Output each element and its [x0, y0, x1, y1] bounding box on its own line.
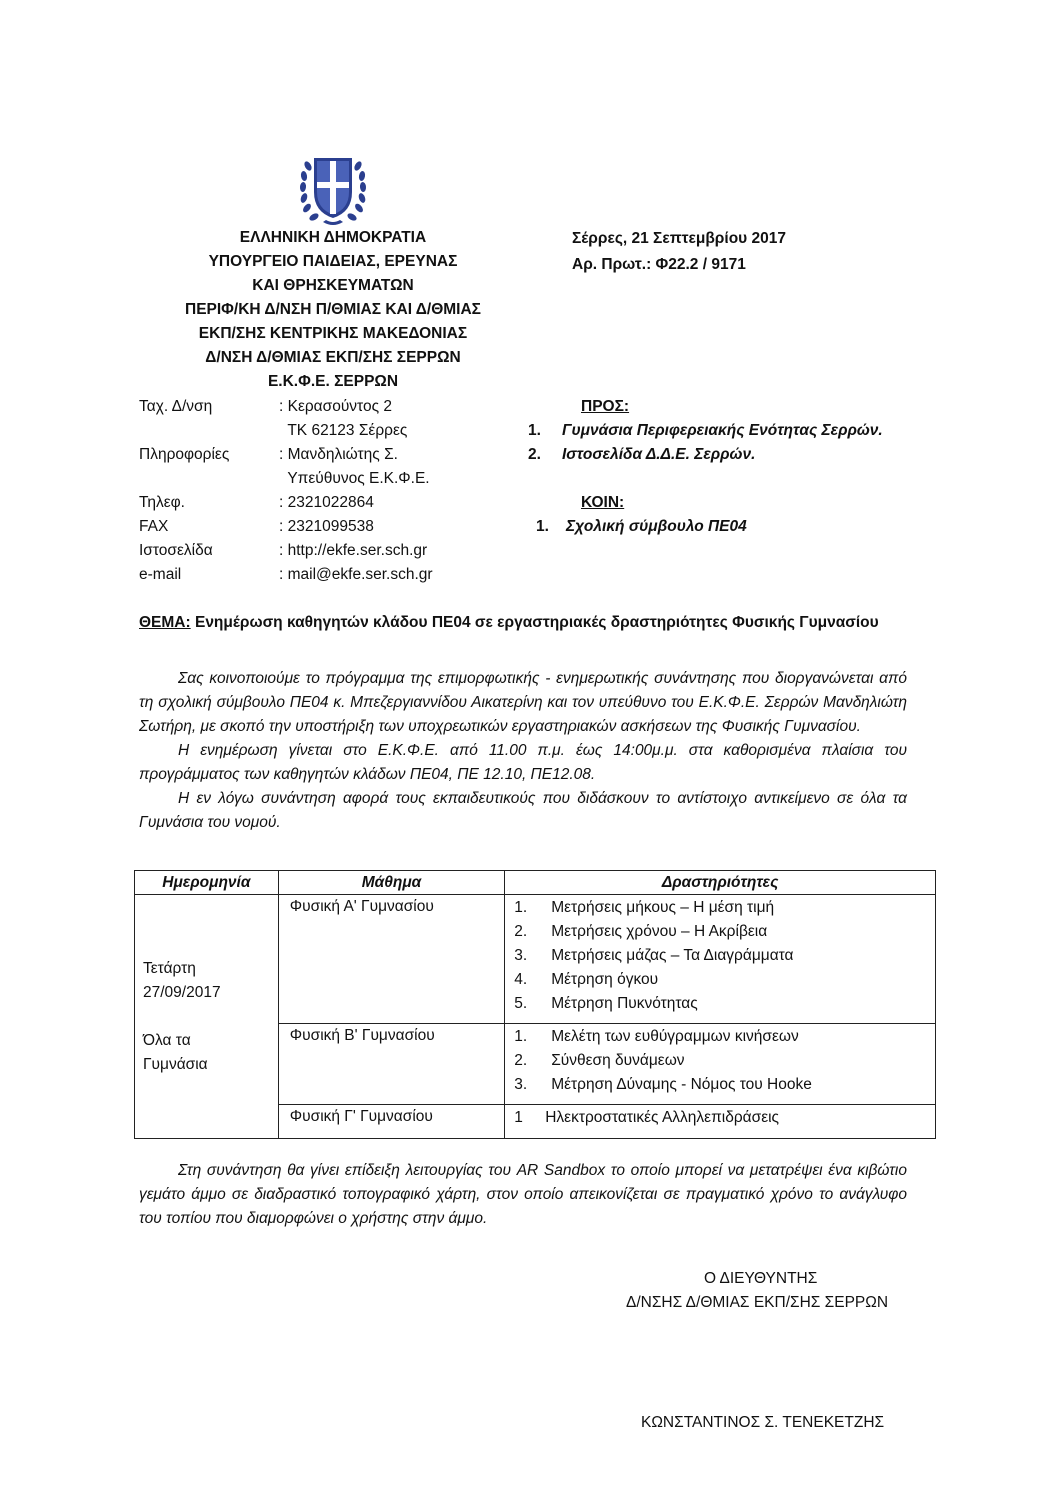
- contact-value: ΤΚ 62123 Σέρρες: [279, 422, 408, 439]
- contact-label: Πληροφορίες: [139, 446, 230, 463]
- cc-heading: ΚΟΙΝ:: [581, 494, 625, 511]
- activity-item: 3. Μετρήσεις μάζας – Τα Διαγράμματα: [514, 947, 794, 964]
- org-line: ΥΠΟΥΡΓΕΙΟ ΠΑΙΔΕΙΑΣ, ΕΡΕΥΝΑΣ: [208, 253, 458, 270]
- table-row: [135, 895, 936, 1024]
- subject-label: ΘΕΜΑ:: [139, 614, 191, 631]
- contact-label: e-mail: [139, 566, 182, 583]
- column-header-date: Ημερομηνία: [135, 871, 279, 895]
- recipient-text: Γυμνάσια Περιφερειακής Ενότητας Σερρών.: [562, 422, 883, 439]
- activity-item: 4. Μέτρηση όγκου: [514, 971, 659, 988]
- contact-label: FAX: [139, 518, 169, 535]
- intro-text: [139, 667, 907, 835]
- activity-item: 5. Μέτρηση Πυκνότητας: [514, 995, 698, 1012]
- day-line: Όλα τα: [143, 1031, 191, 1049]
- contact-value: : 2321022864: [279, 494, 374, 511]
- signatory-name: ΚΩΝΣΤΑΝΤΙΝΟΣ Σ. ΤΕΝΕΚΕΤΖΗΣ: [641, 1414, 885, 1431]
- org-line: ΕΚΠ/ΣΗΣ ΚΕΝΤΡΙΚΗΣ ΜΑΚΕΔΟΝΙΑΣ: [198, 325, 468, 342]
- contact-value: Υπεύθυνος Ε.Κ.Φ.Ε.: [279, 470, 430, 487]
- recipient-number: 2.: [528, 446, 541, 463]
- date-and-protocol: [572, 226, 786, 278]
- greek-coat-of-arms-icon: [298, 146, 368, 228]
- activities-cell: [505, 1105, 936, 1139]
- org-line: Δ/ΝΣΗ Δ/ΘΜΙΑΣ ΕΚΠ/ΣΗΣ ΣΕΡΡΩΝ: [205, 349, 461, 366]
- contact-label: Τηλεφ.: [139, 494, 185, 511]
- org-line: ΚΑΙ ΘΡΗΣΚΕΥΜΑΤΩΝ: [252, 277, 414, 294]
- signatory-office: Δ/ΝΣΗΣ Δ/ΘΜΙΑΣ ΕΚΠ/ΣΗΣ ΣΕΡΡΩΝ: [626, 1294, 889, 1311]
- date-cell: [135, 895, 279, 1139]
- day-line: Γυμνάσια: [143, 1055, 208, 1073]
- course-cell: Φυσική Γ' Γυμνασίου: [278, 1105, 504, 1139]
- signatory-title: Ο ΔΙΕΥΘΥΝΤΗΣ: [704, 1270, 818, 1287]
- protocol-number: Αρ. Πρωτ.: Φ22.2 / 9171: [572, 256, 746, 273]
- contact-value: : Μανδηλιώτης Σ.: [279, 446, 398, 463]
- activities-cell: [505, 895, 936, 1024]
- cc-text: Σχολική σύμβουλο ΠΕ04: [566, 518, 747, 535]
- recipient-number: 1.: [528, 422, 541, 439]
- issuing-authority: [130, 226, 536, 394]
- activity-item: 1 Ηλεκτροστατικές Αλληλεπιδράσεις: [514, 1109, 780, 1126]
- org-line: ΠΕΡΙΦ/ΚΗ Δ/ΝΣΗ Π/ΘΜΙΑΣ ΚΑΙ Δ/ΘΜΙΑΣ: [185, 301, 481, 318]
- contact-label: Ιστοσελίδα: [139, 542, 213, 559]
- cc-number: 1.: [536, 518, 549, 535]
- paragraph: Στη συνάντηση θα γίνει επίδειξη λειτουργίας του AR Sandbox το οποίο μπορεί να μετατρέψει ένα κιβώτιο γεμάτο άμμο σε διαδραστικό τοπογραφικό χάρτη, στον οποίο απεικονίζεται σε πραγματικό χρόνο το ανάγλυφο του τοπίου που διαμορφώνει ο χρήστης στην άμμο.: [139, 1162, 907, 1227]
- column-header-activities: Δραστηριότητες: [505, 871, 936, 895]
- website-link[interactable]: : http://ekfe.ser.sch.gr: [279, 542, 428, 559]
- org-line: Ε.Κ.Φ.Ε. ΣΕΡΡΩΝ: [267, 373, 399, 390]
- schedule-table: [134, 870, 936, 1139]
- recipient-text: Ιστοσελίδα Δ.Δ.Ε. Σερρών.: [562, 446, 756, 463]
- activity-item: 2. Μετρήσεις χρόνου – Η Ακρίβεια: [514, 923, 768, 940]
- column-header-course: Μάθημα: [278, 871, 504, 895]
- subject-text: Ενημέρωση καθηγητών κλάδου ΠΕ04 σε εργαστηριακές δραστηριότητες Φυσικής Γυμνασίου: [190, 614, 879, 631]
- contact-value: : 2321099538: [279, 518, 374, 535]
- day-line: [143, 1005, 278, 1029]
- day-line: Τετάρτη: [143, 959, 196, 977]
- email-link[interactable]: : mail@ekfe.ser.sch.gr: [279, 566, 433, 583]
- to-heading: ΠΡΟΣ:: [581, 398, 630, 415]
- day-line: 27/09/2017: [143, 983, 221, 1001]
- subject-line: [139, 611, 907, 635]
- course-cell: Φυσική Α' Γυμνασίου: [278, 895, 504, 1024]
- table-header-row: [135, 871, 936, 895]
- contact-label: Ταχ. Δ/νση: [139, 398, 213, 415]
- course-cell: Φυσική Β' Γυμνασίου: [278, 1024, 504, 1105]
- activity-item: 1. Μετρήσεις μήκους – Η μέση τιμή: [514, 899, 775, 916]
- activity-item: 2. Σύνθεση δυνάμεων: [514, 1052, 685, 1069]
- org-line: ΕΛΛΗΝΙΚΗ ΔΗΜΟΚΡΑΤΙΑ: [239, 229, 427, 246]
- activities-cell: [505, 1024, 936, 1105]
- closing-text: [139, 1159, 907, 1231]
- paragraph: Σας κοινοποιούμε το πρόγραμμα της επιμορφωτικής - ενημερωτικής συνάντησης που διοργανώνεται από τη σχολική σύμβουλο ΠΕ04 κ. Μπεζεργιαννίδου Αικατερίνη και τον υπεύθυνο του Ε.Κ.Φ.Ε. Σερρών Μανδηλιώτη Σωτήρη, με σκοπό την υποστήριξη των υποχρεωτικών εργαστηριακών ασκήσεων της Φυσικής Γυμνασίου.: [139, 670, 907, 735]
- contact-value: : Κερασούντος 2: [279, 398, 392, 415]
- paragraph: Η ενημέρωση γίνεται στο Ε.Κ.Φ.Ε. από 11.00 π.μ. έως 14:00μ.μ. στα καθορισμένα πλαίσια του προγράμματος των καθηγητών κλάδων ΠΕ04, ΠΕ 12.10, ΠΕ12.08.: [139, 742, 907, 783]
- paragraph: Η εν λόγω συνάντηση αφορά τους εκπαιδευτικούς που διδάσκουν το αντίστοιχο αντικείμενο σε όλα τα Γυμνάσια του νομού.: [139, 790, 907, 831]
- document-date: Σέρρες, 21 Σεπτεμβρίου 2017: [572, 230, 786, 247]
- activity-item: 1. Μελέτη των ευθύγραμμων κινήσεων: [514, 1028, 799, 1045]
- activity-item: 3. Μέτρηση Δύναμης - Νόμος του Hooke: [514, 1076, 812, 1093]
